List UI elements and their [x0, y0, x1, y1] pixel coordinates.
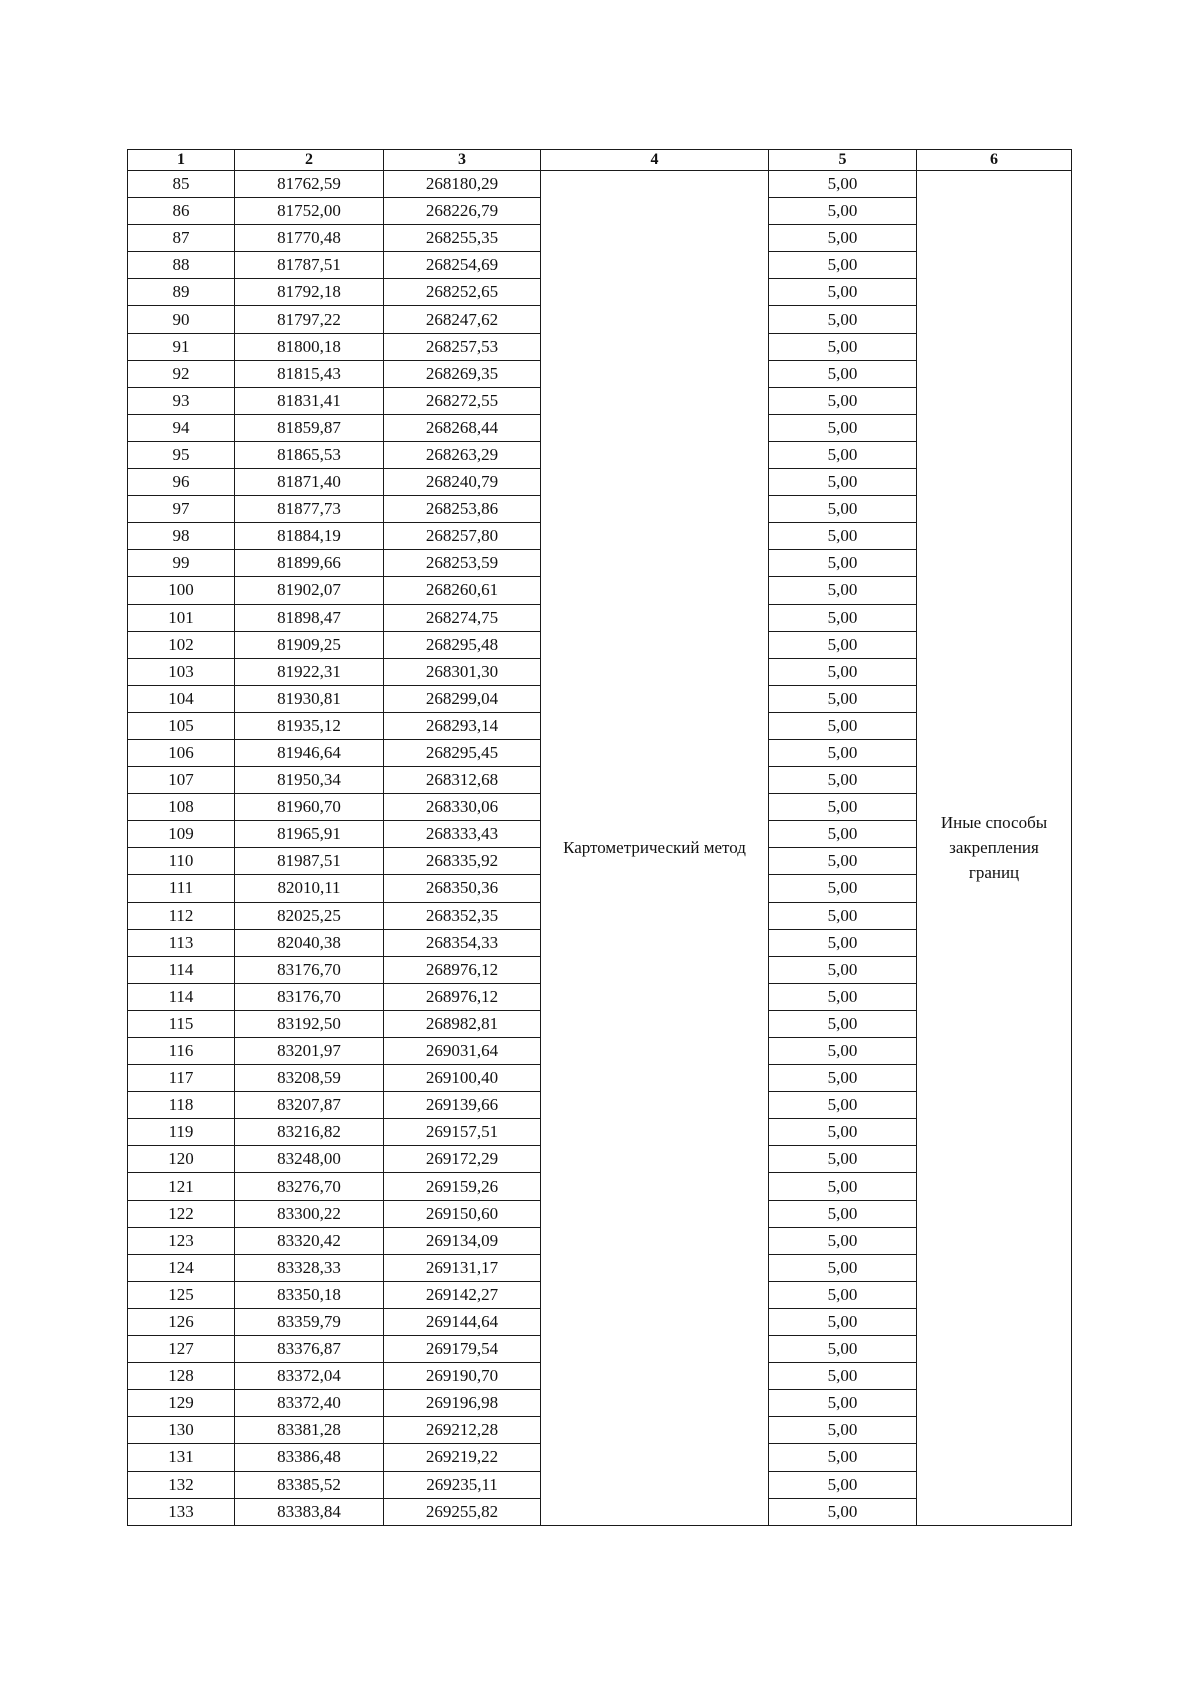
coord-y-cell: 268252,65: [384, 279, 541, 306]
coord-x-cell: 81902,07: [235, 577, 384, 604]
coord-y-cell: 269157,51: [384, 1119, 541, 1146]
coord-x-cell: 83276,70: [235, 1173, 384, 1200]
point-number-cell: 120: [128, 1146, 235, 1173]
coord-x-cell: 81930,81: [235, 685, 384, 712]
fixation-method-cell: Иные способы закрепления границ: [917, 171, 1072, 1526]
coord-y-cell: 268180,29: [384, 171, 541, 198]
point-number-cell: 128: [128, 1363, 235, 1390]
coord-x-cell: 81899,66: [235, 550, 384, 577]
point-number-cell: 96: [128, 469, 235, 496]
table-body: [128, 171, 1072, 1526]
accuracy-cell: 5,00: [769, 739, 917, 766]
point-number-cell: 132: [128, 1471, 235, 1498]
header-col-3: 3: [384, 150, 541, 171]
coord-x-cell: 83383,84: [235, 1498, 384, 1525]
point-number-cell: 104: [128, 685, 235, 712]
accuracy-cell: 5,00: [769, 225, 917, 252]
coord-y-cell: 269172,29: [384, 1146, 541, 1173]
coord-y-cell: 268263,29: [384, 441, 541, 468]
point-number-cell: 100: [128, 577, 235, 604]
coord-x-cell: 83386,48: [235, 1444, 384, 1471]
point-number-cell: 131: [128, 1444, 235, 1471]
coord-x-cell: 81935,12: [235, 712, 384, 739]
coord-x-cell: 82025,25: [235, 902, 384, 929]
point-number-cell: 114: [128, 956, 235, 983]
point-number-cell: 88: [128, 252, 235, 279]
point-number-cell: 129: [128, 1390, 235, 1417]
accuracy-cell: 5,00: [769, 1173, 917, 1200]
point-number-cell: 133: [128, 1498, 235, 1525]
accuracy-cell: 5,00: [769, 1336, 917, 1363]
accuracy-cell: 5,00: [769, 902, 917, 929]
accuracy-cell: 5,00: [769, 279, 917, 306]
coord-x-cell: 83381,28: [235, 1417, 384, 1444]
point-number-cell: 103: [128, 658, 235, 685]
coord-y-cell: 268354,33: [384, 929, 541, 956]
accuracy-cell: 5,00: [769, 1065, 917, 1092]
coord-x-cell: 83350,18: [235, 1281, 384, 1308]
header-col-5: 5: [769, 150, 917, 171]
point-number-cell: 99: [128, 550, 235, 577]
coord-x-cell: 81831,41: [235, 387, 384, 414]
coord-x-cell: 81946,64: [235, 739, 384, 766]
coord-y-cell: 268335,92: [384, 848, 541, 875]
accuracy-cell: 5,00: [769, 414, 917, 441]
coord-x-cell: 81987,51: [235, 848, 384, 875]
coord-x-cell: 83320,42: [235, 1227, 384, 1254]
coord-y-cell: 268272,55: [384, 387, 541, 414]
coord-x-cell: 82010,11: [235, 875, 384, 902]
accuracy-cell: 5,00: [769, 875, 917, 902]
accuracy-cell: 5,00: [769, 1254, 917, 1281]
accuracy-cell: 5,00: [769, 1498, 917, 1525]
point-number-cell: 85: [128, 171, 235, 198]
accuracy-cell: 5,00: [769, 956, 917, 983]
header-row: [128, 150, 1072, 171]
coord-x-cell: 81762,59: [235, 171, 384, 198]
point-number-cell: 109: [128, 821, 235, 848]
coord-y-cell: 269190,70: [384, 1363, 541, 1390]
point-number-cell: 127: [128, 1336, 235, 1363]
coord-x-cell: 81800,18: [235, 333, 384, 360]
accuracy-cell: 5,00: [769, 523, 917, 550]
point-number-cell: 112: [128, 902, 235, 929]
point-number-cell: 116: [128, 1038, 235, 1065]
point-number-cell: 92: [128, 360, 235, 387]
accuracy-cell: 5,00: [769, 1308, 917, 1335]
coord-y-cell: 269100,40: [384, 1065, 541, 1092]
point-number-cell: 105: [128, 712, 235, 739]
coord-y-cell: 268257,80: [384, 523, 541, 550]
accuracy-cell: 5,00: [769, 1038, 917, 1065]
accuracy-cell: 5,00: [769, 1200, 917, 1227]
point-number-cell: 124: [128, 1254, 235, 1281]
coord-y-cell: 269131,17: [384, 1254, 541, 1281]
coord-y-cell: 269212,28: [384, 1417, 541, 1444]
coord-y-cell: 269150,60: [384, 1200, 541, 1227]
coord-x-cell: 81922,31: [235, 658, 384, 685]
accuracy-cell: 5,00: [769, 496, 917, 523]
table-row: [128, 171, 1072, 198]
coord-y-cell: 268301,30: [384, 658, 541, 685]
point-number-cell: 102: [128, 631, 235, 658]
coord-y-cell: 268976,12: [384, 956, 541, 983]
accuracy-cell: 5,00: [769, 550, 917, 577]
coord-y-cell: 269134,09: [384, 1227, 541, 1254]
coord-y-cell: 268240,79: [384, 469, 541, 496]
accuracy-cell: 5,00: [769, 577, 917, 604]
accuracy-cell: 5,00: [769, 712, 917, 739]
accuracy-cell: 5,00: [769, 252, 917, 279]
accuracy-cell: 5,00: [769, 658, 917, 685]
coord-x-cell: 81787,51: [235, 252, 384, 279]
coord-y-cell: 269159,26: [384, 1173, 541, 1200]
accuracy-cell: 5,00: [769, 333, 917, 360]
accuracy-cell: 5,00: [769, 1146, 917, 1173]
point-number-cell: 98: [128, 523, 235, 550]
coord-y-cell: 268312,68: [384, 767, 541, 794]
point-number-cell: 87: [128, 225, 235, 252]
point-number-cell: 123: [128, 1227, 235, 1254]
header-col-1: 1: [128, 150, 235, 171]
point-number-cell: 113: [128, 929, 235, 956]
accuracy-cell: 5,00: [769, 1092, 917, 1119]
coord-x-cell: 82040,38: [235, 929, 384, 956]
accuracy-cell: 5,00: [769, 983, 917, 1010]
coord-y-cell: 268257,53: [384, 333, 541, 360]
coord-y-cell: 268295,48: [384, 631, 541, 658]
coord-x-cell: 81865,53: [235, 441, 384, 468]
coord-y-cell: 269255,82: [384, 1498, 541, 1525]
point-number-cell: 107: [128, 767, 235, 794]
accuracy-cell: 5,00: [769, 1227, 917, 1254]
point-number-cell: 89: [128, 279, 235, 306]
accuracy-cell: 5,00: [769, 387, 917, 414]
accuracy-cell: 5,00: [769, 848, 917, 875]
accuracy-cell: 5,00: [769, 1363, 917, 1390]
coord-x-cell: 81797,22: [235, 306, 384, 333]
coord-y-cell: 268976,12: [384, 983, 541, 1010]
coord-y-cell: 269196,98: [384, 1390, 541, 1417]
coord-y-cell: 269139,66: [384, 1092, 541, 1119]
point-number-cell: 119: [128, 1119, 235, 1146]
coord-y-cell: 268255,35: [384, 225, 541, 252]
point-number-cell: 106: [128, 739, 235, 766]
point-number-cell: 114: [128, 983, 235, 1010]
accuracy-cell: 5,00: [769, 1417, 917, 1444]
point-number-cell: 91: [128, 333, 235, 360]
accuracy-cell: 5,00: [769, 794, 917, 821]
coord-x-cell: 83385,52: [235, 1471, 384, 1498]
coord-x-cell: 81909,25: [235, 631, 384, 658]
accuracy-cell: 5,00: [769, 469, 917, 496]
point-number-cell: 110: [128, 848, 235, 875]
point-number-cell: 108: [128, 794, 235, 821]
coord-x-cell: 81898,47: [235, 604, 384, 631]
coord-x-cell: 83207,87: [235, 1092, 384, 1119]
boundary-points-table: [127, 149, 1072, 1526]
coord-x-cell: 81792,18: [235, 279, 384, 306]
coord-x-cell: 83376,87: [235, 1336, 384, 1363]
coord-y-cell: 268226,79: [384, 198, 541, 225]
accuracy-cell: 5,00: [769, 1471, 917, 1498]
point-number-cell: 122: [128, 1200, 235, 1227]
coord-y-cell: 268269,35: [384, 360, 541, 387]
coord-y-cell: 268299,04: [384, 685, 541, 712]
coord-x-cell: 83248,00: [235, 1146, 384, 1173]
coord-y-cell: 269179,54: [384, 1336, 541, 1363]
point-number-cell: 97: [128, 496, 235, 523]
coord-x-cell: 83328,33: [235, 1254, 384, 1281]
accuracy-cell: 5,00: [769, 198, 917, 225]
coord-x-cell: 83201,97: [235, 1038, 384, 1065]
accuracy-cell: 5,00: [769, 1444, 917, 1471]
coord-y-cell: 268350,36: [384, 875, 541, 902]
accuracy-cell: 5,00: [769, 1390, 917, 1417]
accuracy-cell: 5,00: [769, 441, 917, 468]
point-number-cell: 94: [128, 414, 235, 441]
coord-y-cell: 269219,22: [384, 1444, 541, 1471]
point-number-cell: 130: [128, 1417, 235, 1444]
coord-y-cell: 269235,11: [384, 1471, 541, 1498]
coord-x-cell: 83372,40: [235, 1390, 384, 1417]
accuracy-cell: 5,00: [769, 1010, 917, 1037]
coord-x-cell: 83208,59: [235, 1065, 384, 1092]
coord-x-cell: 83192,50: [235, 1010, 384, 1037]
coord-y-cell: 268274,75: [384, 604, 541, 631]
coord-y-cell: 268253,86: [384, 496, 541, 523]
coord-y-cell: 268295,45: [384, 739, 541, 766]
coord-x-cell: 81965,91: [235, 821, 384, 848]
header-col-4: 4: [541, 150, 769, 171]
coord-y-cell: 268253,59: [384, 550, 541, 577]
accuracy-cell: 5,00: [769, 685, 917, 712]
point-number-cell: 118: [128, 1092, 235, 1119]
coord-x-cell: 81815,43: [235, 360, 384, 387]
point-number-cell: 93: [128, 387, 235, 414]
coord-y-cell: 269144,64: [384, 1308, 541, 1335]
point-number-cell: 90: [128, 306, 235, 333]
coord-y-cell: 269142,27: [384, 1281, 541, 1308]
coord-x-cell: 83359,79: [235, 1308, 384, 1335]
coord-x-cell: 81960,70: [235, 794, 384, 821]
point-number-cell: 111: [128, 875, 235, 902]
accuracy-cell: 5,00: [769, 631, 917, 658]
coord-x-cell: 81859,87: [235, 414, 384, 441]
coord-x-cell: 81877,73: [235, 496, 384, 523]
coord-y-cell: 268254,69: [384, 252, 541, 279]
coord-x-cell: 81770,48: [235, 225, 384, 252]
coord-y-cell: 268352,35: [384, 902, 541, 929]
coord-y-cell: 269031,64: [384, 1038, 541, 1065]
accuracy-cell: 5,00: [769, 767, 917, 794]
accuracy-cell: 5,00: [769, 1281, 917, 1308]
point-number-cell: 117: [128, 1065, 235, 1092]
coord-y-cell: 268247,62: [384, 306, 541, 333]
point-number-cell: 125: [128, 1281, 235, 1308]
accuracy-cell: 5,00: [769, 306, 917, 333]
coord-y-cell: 268982,81: [384, 1010, 541, 1037]
point-number-cell: 126: [128, 1308, 235, 1335]
coord-x-cell: 81884,19: [235, 523, 384, 550]
header-col-6: 6: [917, 150, 1072, 171]
coord-y-cell: 268330,06: [384, 794, 541, 821]
coord-x-cell: 83372,04: [235, 1363, 384, 1390]
coord-x-cell: 83216,82: [235, 1119, 384, 1146]
coord-x-cell: 83300,22: [235, 1200, 384, 1227]
coord-y-cell: 268268,44: [384, 414, 541, 441]
header-col-2: 2: [235, 150, 384, 171]
accuracy-cell: 5,00: [769, 821, 917, 848]
accuracy-cell: 5,00: [769, 171, 917, 198]
point-number-cell: 115: [128, 1010, 235, 1037]
accuracy-cell: 5,00: [769, 1119, 917, 1146]
method-cell: Картометрический метод: [541, 171, 769, 1526]
coord-x-cell: 81871,40: [235, 469, 384, 496]
coord-x-cell: 83176,70: [235, 956, 384, 983]
coord-x-cell: 83176,70: [235, 983, 384, 1010]
coord-y-cell: 268293,14: [384, 712, 541, 739]
coord-y-cell: 268333,43: [384, 821, 541, 848]
accuracy-cell: 5,00: [769, 929, 917, 956]
accuracy-cell: 5,00: [769, 604, 917, 631]
coord-x-cell: 81752,00: [235, 198, 384, 225]
point-number-cell: 121: [128, 1173, 235, 1200]
point-number-cell: 86: [128, 198, 235, 225]
accuracy-cell: 5,00: [769, 360, 917, 387]
point-number-cell: 101: [128, 604, 235, 631]
coord-y-cell: 268260,61: [384, 577, 541, 604]
point-number-cell: 95: [128, 441, 235, 468]
coord-x-cell: 81950,34: [235, 767, 384, 794]
